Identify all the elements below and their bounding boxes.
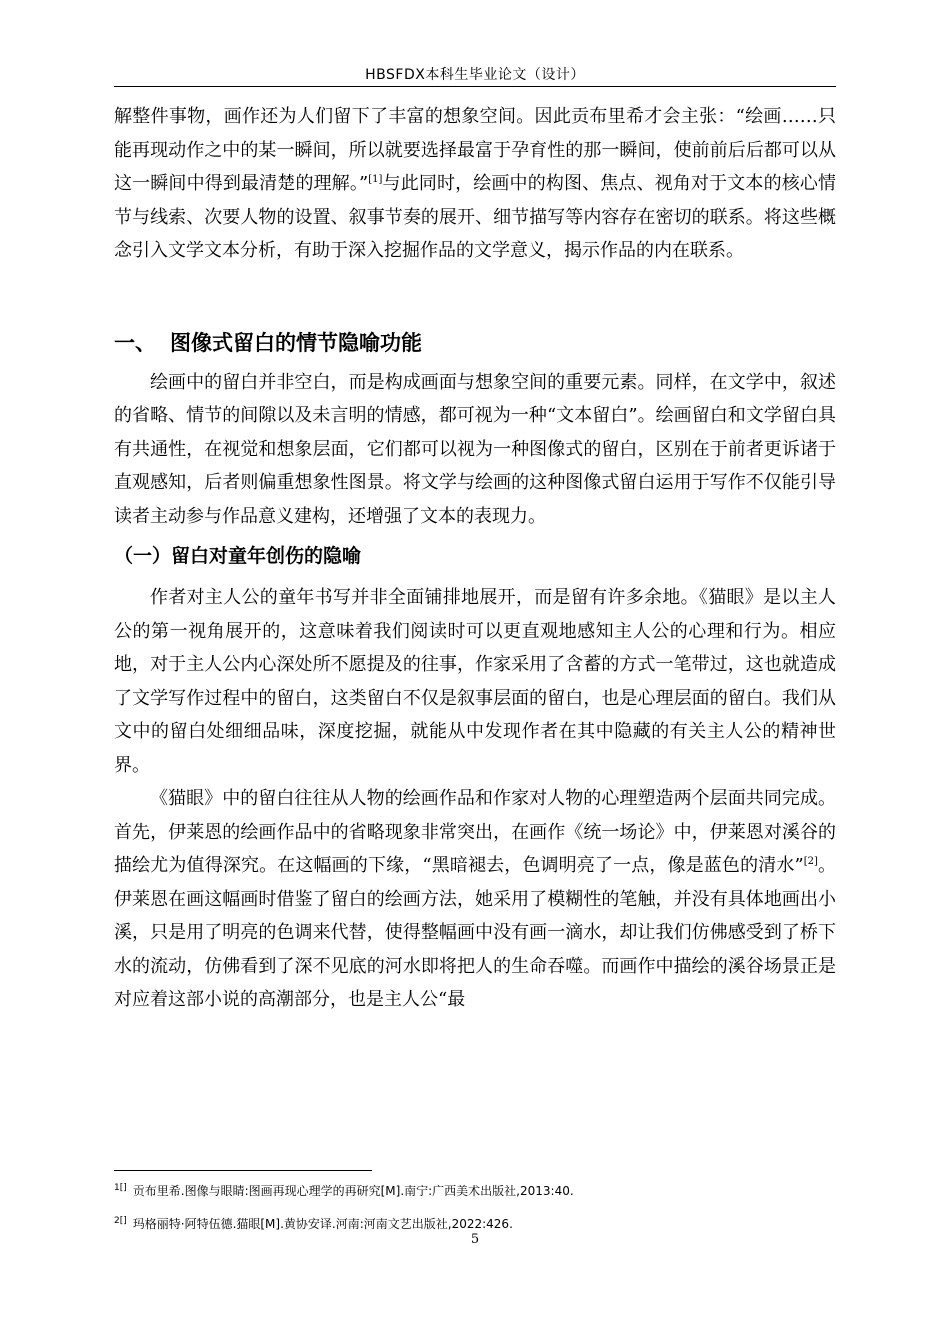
footnote-text: 玛格丽特·阿特伍德.猫眼[M].黄协安译.河南:河南文艺出版社,2022:426. (132, 1217, 513, 1231)
footnote-mark: 2[] (114, 1216, 127, 1226)
footnote-ref-1[interactable]: [1] (368, 174, 383, 185)
subsection-paragraph-1: 作者对主人公的童年书写并非全面铺排地展开，而是留有许多余地。《猫眼》是以主人公的第一视角展开的，这意味着我们阅读时可以更直观地感知主人公的心理和行为。相应地，对于主人公内心深处所不愿提及的往事，作家采用了含蓄的方式一笔带过，这也就造成了文学写作过程中的留白，这类留白不仅是叙事层面的留白，也是心理层面的留白。我们从文中的留白处细细品味，深度挖掘，就能从中发现作者在其中隐藏的有关主人公的精神世界。 (114, 587, 836, 776)
paragraph-text: 《猫眼》中的留白往往从人物的绘画作品和作家对人物的心理塑造两个层面共同完成。首先，伊莱恩的绘画作品中的省略现象非常突出，在画作《统一场论》中，伊莱恩对溪谷的描绘尤为值得深究。在这幅画的下缘，“黑暗褪去，色调明亮了一点，像是蓝色的清水” (114, 788, 836, 876)
footnote-rule (114, 1170, 372, 1171)
subsection-heading: （一）留白对童年创伤的隐喻 (114, 545, 362, 567)
footnote-mark: 1[] (114, 1183, 127, 1193)
section-number: 一、 (114, 330, 156, 355)
page-body (114, 100, 836, 1017)
subsection-paragraph-2 (114, 782, 836, 1017)
section-heading (114, 326, 836, 360)
section-title: 图像式留白的情节隐喻功能 (170, 330, 422, 355)
footnote-1 (114, 1183, 836, 1199)
page-number: 5 (470, 1232, 480, 1247)
intro-paragraph (114, 100, 836, 268)
footnote-2 (114, 1216, 836, 1232)
intro-text-continued: 与此同时，绘画中的构图、焦点、视角对于文本的核心情节与线索、次要人物的设置、叙事节奏的展开、细节描写等内容存在密切的联系。将这些概念引入文学文本分析，有助于深入挖掘作品的文学意义，揭示作品的内在联系。 (114, 173, 837, 261)
footnote-ref-2[interactable]: [2] (803, 856, 818, 867)
intro-text: 解整件事物，画作还为人们留下了丰富的想象空间。因此贡布里希才会主张：“绘画……只能再现动作之中的某一瞬间，所以就要选择最富于孕育性的那一瞬间，使前前后后都可以从这一瞬间中得到最清楚的理解。” (114, 106, 836, 194)
header-rule (114, 86, 836, 87)
paragraph-text-continued: 。伊莱恩在画这幅画时借鉴了留白的绘画方法，她采用了模糊性的笔触，并没有具体地画出小溪，只是用了明亮的色调来代替，使得整幅画中没有画一滴水，却让我们仿佛感受到了桥下水的流动，仿佛看到了深不见底的河水即将把人的生命吞噬。而画作中描绘的溪谷场景正是对应着这部小说的高潮部分，也是主人公“最 (114, 855, 836, 1010)
running-header: HBSFDX本科生毕业论文（设计） (365, 67, 585, 83)
footnote-text: 贡布里希.图像与眼睛:图画再现心理学的再研究[M].南宁:广西美术出版社,2013:40. (132, 1184, 574, 1198)
section-paragraph: 绘画中的留白并非空白，而是构成画面与想象空间的重要元素。同样，在文学中，叙述的省略、情节的间隙以及未言明的情感，都可视为一种“文本留白”。绘画留白和文学留白具有共通性，在视觉和想象层面，它们都可以视为一种图像式的留白，区别在于前者更诉诸于直观感知，后者则偏重想象性图景。将文学与绘画的这种图像式留白运用于写作不仅能引导读者主动参与作品意义建构，还增强了文本的表现力。 (114, 371, 836, 527)
